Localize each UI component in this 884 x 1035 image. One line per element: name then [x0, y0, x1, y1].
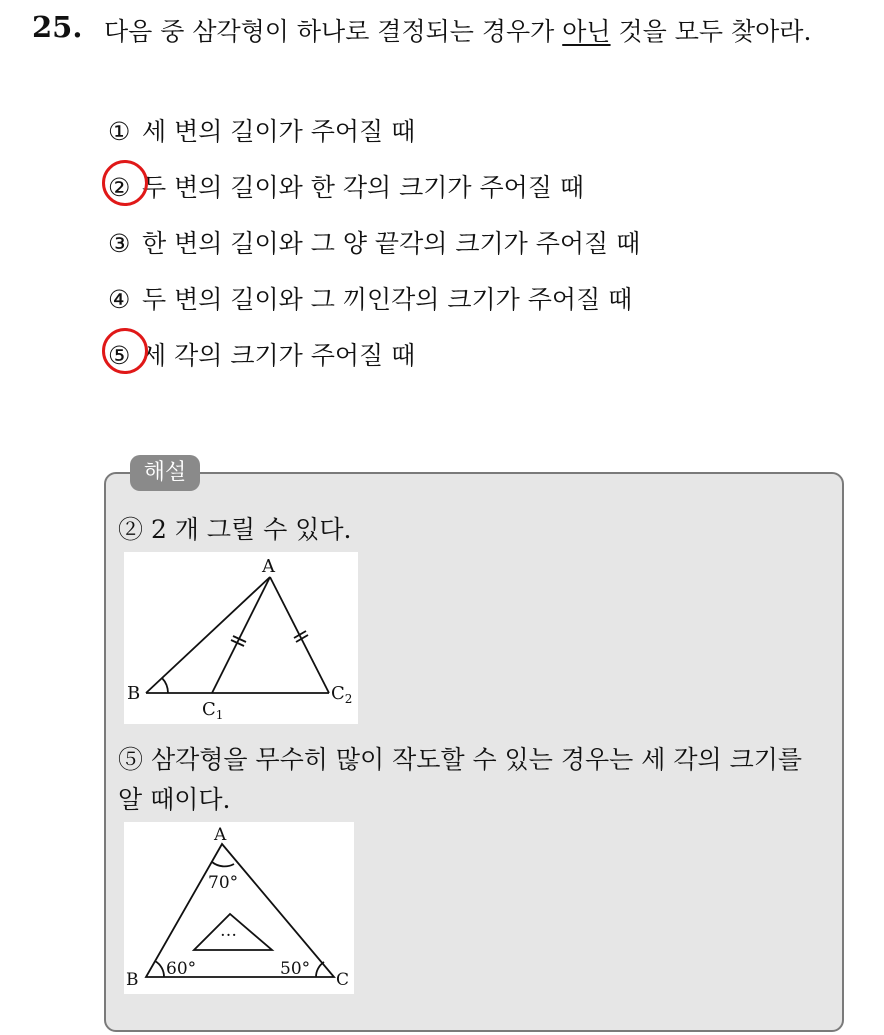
side-ab: [146, 577, 270, 693]
label-b: B: [127, 683, 141, 704]
label-c2: [331, 683, 352, 706]
option-1[interactable]: [108, 112, 415, 148]
angle-b-label: 60°: [166, 959, 197, 979]
option-2-text: 두 변의 길이와 한 각의 크기가 주어질 때: [142, 173, 585, 202]
solution-badge: 해설: [130, 455, 200, 491]
solution-line-1: ② 2 개 그릴 수 있다.: [118, 515, 352, 544]
solution-line-3: 알 때이다.: [118, 785, 231, 814]
label-a: A: [214, 825, 227, 845]
option-3-text: 한 변의 길이와 그 양 끝각의 크기가 주어질 때: [142, 229, 641, 258]
question-text-after: 것을 모두 찾아라.: [610, 17, 812, 46]
label-a: A: [262, 556, 275, 577]
label-c2-sub: 2: [344, 692, 353, 706]
option-5-number: ⑤: [108, 341, 131, 370]
figure-similar-triangles-svg: [124, 822, 354, 994]
label-b: B: [126, 970, 139, 990]
option-5[interactable]: [108, 336, 415, 372]
figure-two-triangles: [124, 552, 358, 724]
outer-triangle: [146, 844, 334, 977]
label-c2-letter: C: [331, 683, 345, 704]
option-5-text: 세 각의 크기가 주어질 때: [142, 341, 416, 370]
option-4[interactable]: [108, 280, 632, 316]
question-number: 25.: [32, 10, 83, 44]
option-3[interactable]: [108, 224, 640, 260]
answer-mark-circle-2: [102, 160, 148, 206]
angle-a-label: 70°: [208, 873, 239, 893]
angle-b-arc: [155, 961, 164, 977]
label-c1: [202, 699, 223, 722]
question-text-before: 다음 중 삼각형이 하나로 결정되는 경우가: [104, 17, 563, 46]
label-c: C: [336, 970, 350, 990]
figure-two-triangles-svg: [124, 552, 358, 724]
option-4-number: ④: [108, 285, 131, 314]
option-1-number: ①: [108, 117, 131, 146]
angle-c-label: 50°: [280, 959, 311, 979]
angle-b-arc: [162, 678, 168, 693]
solution-line-2: ⑤ 삼각형을 무수히 많이 작도할 수 있는 경우는 세 각의 크기를: [118, 745, 803, 774]
question-text-underlined: 아닌: [562, 17, 611, 46]
figure-similar-triangles: [124, 822, 354, 994]
option-3-number: ③: [108, 229, 131, 258]
label-c1-letter: C: [202, 699, 216, 720]
inner-dots: …: [220, 921, 237, 941]
label-c1-sub: 1: [215, 708, 224, 722]
answer-mark-circle-5: [102, 328, 148, 374]
option-2[interactable]: [108, 168, 584, 204]
side-ac1: [212, 577, 270, 693]
option-4-text: 두 변의 길이와 그 끼인각의 크기가 주어질 때: [142, 285, 633, 314]
option-1-text: 세 변의 길이가 주어질 때: [142, 117, 416, 146]
option-2-number: ②: [108, 173, 131, 202]
angle-a-arc: [212, 862, 234, 866]
question-text: [104, 12, 811, 48]
